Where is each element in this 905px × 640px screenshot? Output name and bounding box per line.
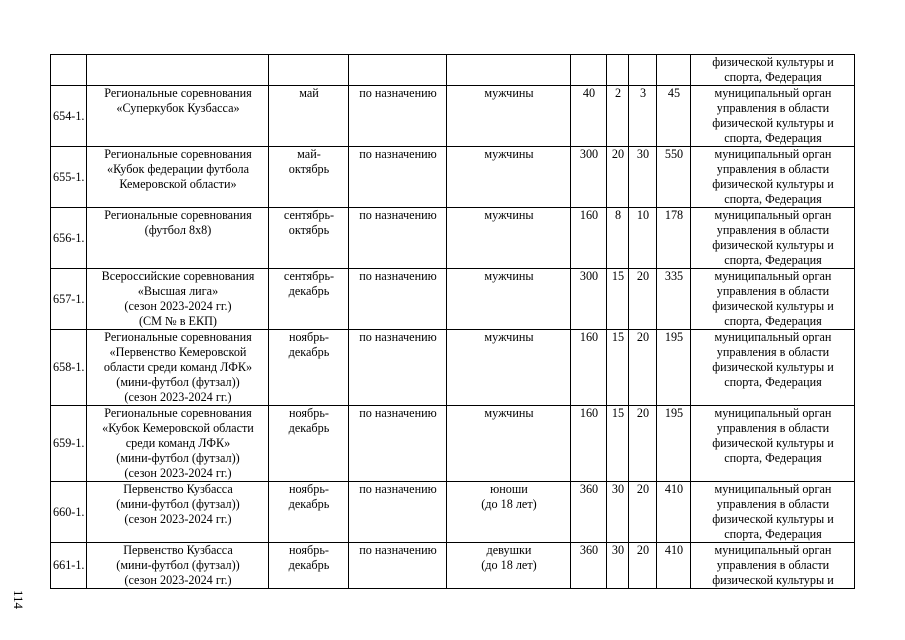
cell-order: по назначению	[349, 208, 447, 269]
cell-period: сентябрь- декабрь	[269, 269, 349, 330]
cell-org: муниципальный орган управления в области физической культуры и спорта, Федерация	[691, 208, 855, 269]
cell-num	[51, 543, 87, 589]
cell-org: муниципальный орган управления в области физической культуры и спорта, Федерация	[691, 147, 855, 208]
cell-total: 45	[657, 86, 691, 147]
cell-period: ноябрь- декабрь	[269, 543, 349, 589]
cell-b	[607, 55, 629, 86]
cell-order: по назначению	[349, 482, 447, 543]
cell-a: 160	[571, 330, 607, 406]
cell-c: 20	[629, 406, 657, 482]
row-number: 656-1.	[53, 230, 85, 245]
cell-total: 335	[657, 269, 691, 330]
cell-num	[51, 330, 87, 406]
cell-num	[51, 86, 87, 147]
table-row	[51, 330, 855, 406]
row-number: 661-1.	[53, 558, 85, 572]
cell-b: 30	[607, 482, 629, 543]
cell-gender: мужчины	[447, 208, 571, 269]
cell-period: ноябрь- декабрь	[269, 482, 349, 543]
cell-name: Региональные соревнования (футбол 8х8)	[87, 208, 269, 269]
cell-b: 15	[607, 330, 629, 406]
cell-c: 20	[629, 269, 657, 330]
cell-b: 8	[607, 208, 629, 269]
competition-table	[50, 54, 855, 589]
cell-name: Первенство Кузбасса (мини-футбол (футзал)) (сезон 2023-2024 гг.)	[87, 482, 269, 543]
cell-gender: мужчины	[447, 406, 571, 482]
cell-order: по назначению	[349, 406, 447, 482]
cell-order	[349, 55, 447, 86]
cell-gender: девушки (до 18 лет)	[447, 543, 571, 589]
cell-org: муниципальный орган управления в области физической культуры и спорта, Федерация	[691, 86, 855, 147]
cell-b: 15	[607, 269, 629, 330]
cell-org: муниципальный орган управления в области физической культуры и	[691, 543, 855, 589]
cell-name: Первенство Кузбасса (мини-футбол (футзал)) (сезон 2023-2024 гг.)	[87, 543, 269, 589]
cell-gender: мужчины	[447, 330, 571, 406]
cell-a: 160	[571, 406, 607, 482]
cell-name: Всероссийские соревнования «Высшая лига» (сезон 2023-2024 гг.) (СМ № в ЕКП)	[87, 269, 269, 330]
cell-order: по назначению	[349, 147, 447, 208]
cell-b: 15	[607, 406, 629, 482]
table-body	[51, 55, 855, 589]
cell-c: 20	[629, 543, 657, 589]
cell-org: физической культуры и спорта, Федерация	[691, 55, 855, 86]
cell-a: 360	[571, 482, 607, 543]
cell-c: 3	[629, 86, 657, 147]
cell-total: 410	[657, 543, 691, 589]
cell-num	[51, 482, 87, 543]
cell-gender: мужчины	[447, 147, 571, 208]
table-row	[51, 543, 855, 589]
cell-order: по назначению	[349, 330, 447, 406]
cell-org: муниципальный орган управления в области физической культуры и спорта, Федерация	[691, 330, 855, 406]
cell-period: сентябрь- октябрь	[269, 208, 349, 269]
cell-total	[657, 55, 691, 86]
cell-name: Региональные соревнования «Кубок федерации футбола Кемеровской области»	[87, 147, 269, 208]
cell-order: по назначению	[349, 269, 447, 330]
table-row	[51, 482, 855, 543]
row-number: 659-1.	[53, 436, 85, 450]
table-row	[51, 147, 855, 208]
cell-num	[51, 208, 87, 269]
row-number: 657-1.	[53, 291, 85, 306]
cell-total: 550	[657, 147, 691, 208]
cell-period: ноябрь- декабрь	[269, 330, 349, 406]
cell-gender: мужчины	[447, 86, 571, 147]
cell-c: 20	[629, 330, 657, 406]
cell-a: 300	[571, 147, 607, 208]
cell-period	[269, 55, 349, 86]
cell-c	[629, 55, 657, 86]
cell-gender	[447, 55, 571, 86]
cell-a: 360	[571, 543, 607, 589]
page-number: 114	[11, 590, 26, 610]
table-row	[51, 208, 855, 269]
cell-b: 20	[607, 147, 629, 208]
cell-org: муниципальный орган управления в области физической культуры и спорта, Федерация	[691, 406, 855, 482]
cell-a: 40	[571, 86, 607, 147]
cell-c: 20	[629, 482, 657, 543]
cell-gender: юноши (до 18 лет)	[447, 482, 571, 543]
cell-num	[51, 406, 87, 482]
cell-period: ноябрь- декабрь	[269, 406, 349, 482]
cell-name: Региональные соревнования «Кубок Кемеровской области среди команд ЛФК» (мини-футбол (футзал)) (сезон 2023-2024 гг.)	[87, 406, 269, 482]
cell-c: 30	[629, 147, 657, 208]
cell-c: 10	[629, 208, 657, 269]
cell-org: муниципальный орган управления в области физической культуры и спорта, Федерация	[691, 269, 855, 330]
cell-gender: мужчины	[447, 269, 571, 330]
table-row	[51, 86, 855, 147]
cell-order: по назначению	[349, 86, 447, 147]
row-number: 660-1.	[53, 504, 85, 519]
cell-num	[51, 269, 87, 330]
cell-org: муниципальный орган управления в области физической культуры и спорта, Федерация	[691, 482, 855, 543]
row-number: 655-1.	[53, 169, 85, 184]
table-row	[51, 269, 855, 330]
cell-name	[87, 55, 269, 86]
cell-order: по назначению	[349, 543, 447, 589]
row-number: 654-1.	[53, 108, 85, 123]
cell-period: май- октябрь	[269, 147, 349, 208]
cell-period: май	[269, 86, 349, 147]
cell-a	[571, 55, 607, 86]
cell-total: 410	[657, 482, 691, 543]
cell-b: 2	[607, 86, 629, 147]
table-row	[51, 55, 855, 86]
cell-name: Региональные соревнования «Суперкубок Кузбасса»	[87, 86, 269, 147]
table-row	[51, 406, 855, 482]
cell-total: 195	[657, 406, 691, 482]
cell-total: 178	[657, 208, 691, 269]
cell-name: Региональные соревнования «Первенство Кемеровской области среди команд ЛФК» (мини-футбол (футзал)) (сезон 2023-2024 гг.)	[87, 330, 269, 406]
cell-a: 160	[571, 208, 607, 269]
cell-num	[51, 147, 87, 208]
row-number: 658-1.	[53, 360, 85, 374]
cell-num	[51, 55, 87, 86]
cell-total: 195	[657, 330, 691, 406]
cell-a: 300	[571, 269, 607, 330]
cell-b: 30	[607, 543, 629, 589]
